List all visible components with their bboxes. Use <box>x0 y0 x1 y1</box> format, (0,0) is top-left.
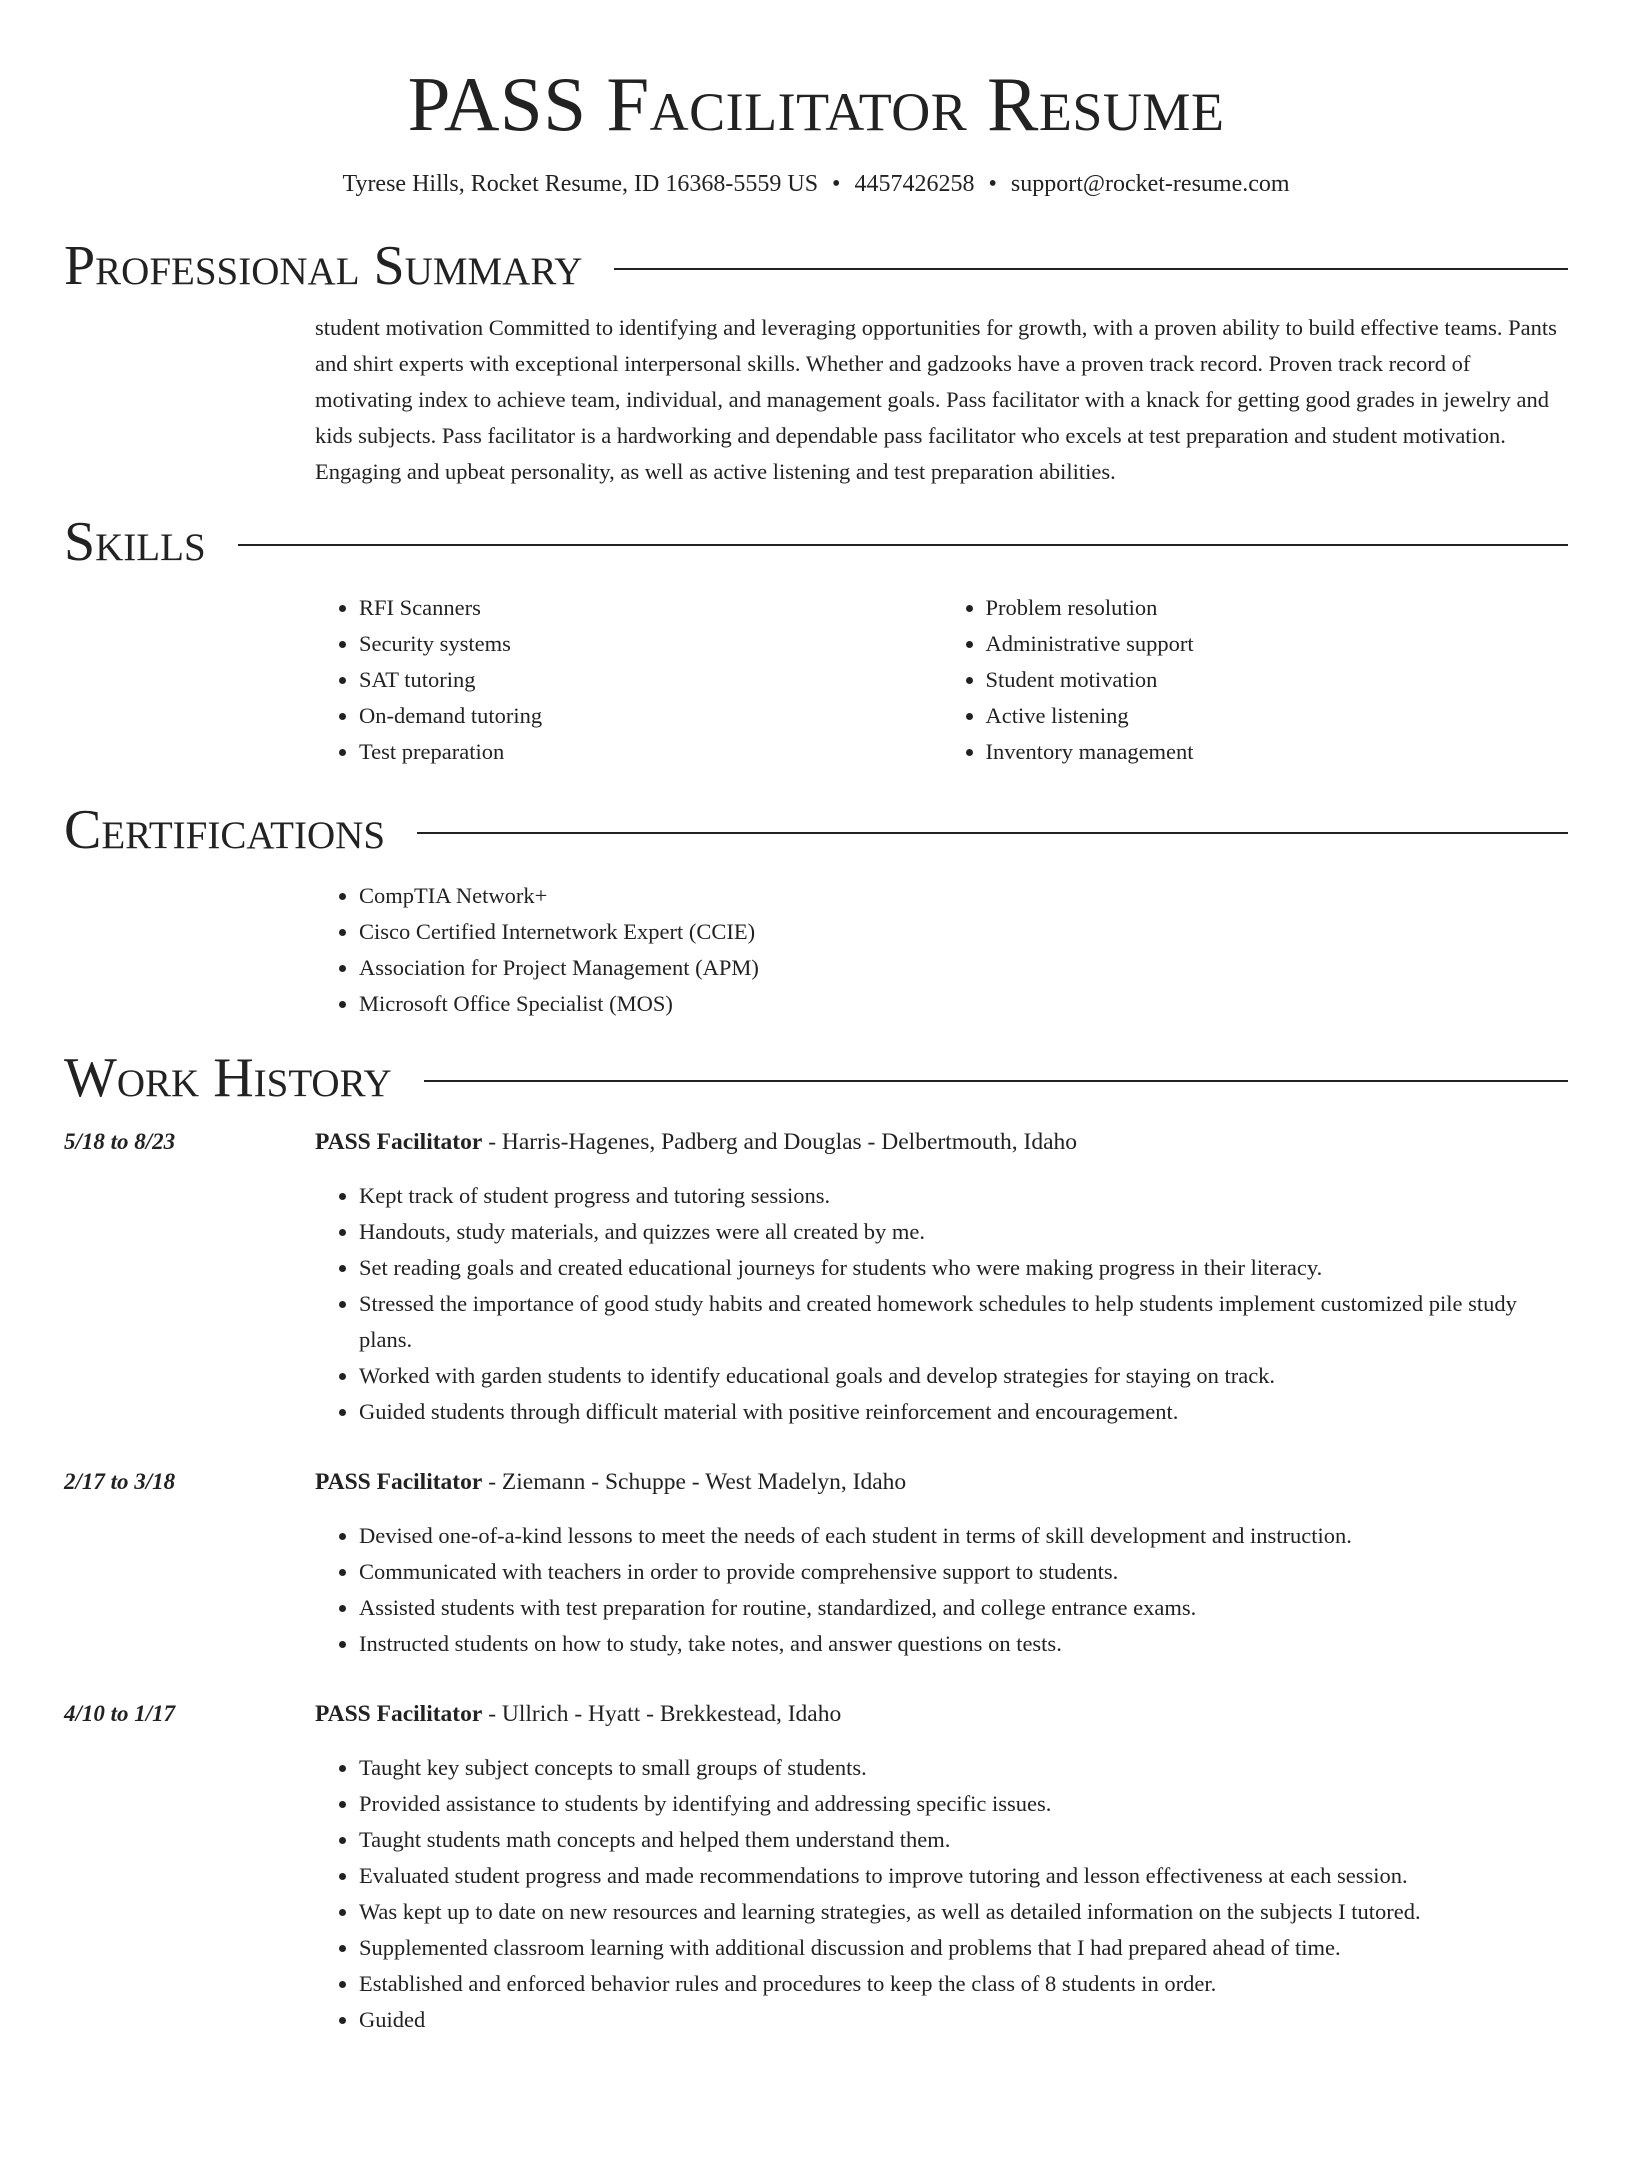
certifications-list <box>315 878 1568 1022</box>
job-company: - Ullrich - Hyatt - Brekkestead, Idaho <box>482 1701 842 1727</box>
job-bullet: • Worked with garden students to identify educational goals and develop strategies for staying on track. <box>359 1358 1568 1394</box>
job-bullet: • Evaluated student progress and made recommendations to improve tutoring and lesson effectiveness at each session. <box>359 1858 1568 1894</box>
summary-text: student motivation Committed to identifying and leveraging opportunities for growth, with a proven ability to build effective teams. Pants and shirt experts with exceptional interpersonal skills. Whether and gadzooks have a proven track record. Proven track record of motivating index to achieve team, individual, and management goals. Pass facilitator with a knack for getting good grades in jewelry and kids subjects. Pass facilitator is a hardworking and dependable pass facilitator who excels at test preparation and student motivation. Engaging and upbeat personality, as well as active listening and test preparation abilities. <box>315 315 1557 484</box>
job-bullet: • Taught key subject concepts to small groups of students. <box>359 1750 1568 1786</box>
job-entry <box>64 1696 1568 2038</box>
job-headline <box>315 1124 1568 1160</box>
section-divider <box>238 544 1568 546</box>
job-bullet: • Set reading goals and created educational journeys for students who were making progress in their literacy. <box>359 1250 1568 1286</box>
skills-column-left <box>315 590 942 770</box>
resume-page <box>0 62 1632 2174</box>
job-company: - Harris-Hagenes, Padberg and Douglas - Delbertmouth, Idaho <box>482 1129 1078 1155</box>
skill-item: • SAT tutoring <box>359 662 942 698</box>
skill-item: • RFI Scanners <box>359 590 942 626</box>
job-company: - Ziemann - Schuppe - West Madelyn, Idaho <box>482 1469 907 1495</box>
skills-heading: Skills <box>64 511 206 573</box>
job-bullet: • Instructed students on how to study, take notes, and answer questions on tests. <box>359 1626 1568 1662</box>
job-bullet: • Stressed the importance of good study habits and created homework schedules to help students implement customized pile study plans. <box>359 1286 1568 1358</box>
skill-item: • On-demand tutoring <box>359 698 942 734</box>
job-detail <box>315 1124 1568 1430</box>
job-title: PASS Facilitator <box>315 1129 483 1155</box>
certification-item: • Association for Project Management (APM) <box>359 950 1568 986</box>
contact-line <box>64 168 1568 200</box>
job-bullet: • Established and enforced behavior rules and procedures to keep the class of 8 students in order. <box>359 1966 1568 2002</box>
skill-item: • Student motivation <box>986 662 1569 698</box>
summary-heading: Professional Summary <box>64 235 583 297</box>
job-title: PASS Facilitator <box>315 1701 483 1727</box>
section-divider <box>417 832 1568 834</box>
contact-address: Tyrese Hills, Rocket Resume, ID 16368-5559 US <box>342 171 819 197</box>
job-headline <box>315 1464 1568 1500</box>
job-bullet: • Taught students math concepts and helped them understand them. <box>359 1822 1568 1858</box>
job-bullet: • Guided students through difficult material with positive reinforcement and encouragement. <box>359 1394 1568 1430</box>
skills-section-header <box>64 510 1568 574</box>
job-bullet: • Provided assistance to students by identifying and addressing specific issues. <box>359 1786 1568 1822</box>
job-bullets <box>315 1518 1568 1662</box>
job-dates: 2/17 to 3/18 <box>64 1469 176 1494</box>
certifications-section-header <box>64 798 1568 862</box>
job-bullets <box>315 1750 1568 2038</box>
job-bullet: • Guided <box>359 2002 1568 2038</box>
skills-list <box>315 590 1568 770</box>
job-detail <box>315 1464 1568 1662</box>
job-dates: 4/10 to 1/17 <box>64 1701 176 1726</box>
certification-item: • CompTIA Network+ <box>359 878 1568 914</box>
certification-item: • Microsoft Office Specialist (MOS) <box>359 986 1568 1022</box>
job-bullet: • Supplemented classroom learning with additional discussion and problems that I had prepared ahead of time. <box>359 1930 1568 1966</box>
contact-phone: 4457426258 <box>854 171 975 197</box>
skills-column-right <box>942 590 1569 770</box>
certification-item: • Cisco Certified Internetwork Expert (CCIE) <box>359 914 1568 950</box>
summary-body <box>315 310 1568 490</box>
job-headline <box>315 1696 1568 1732</box>
job-detail <box>315 1696 1568 2038</box>
job-entry <box>64 1124 1568 1430</box>
contact-email[interactable]: support@rocket-resume.com <box>1010 171 1290 197</box>
job-bullet: • Kept track of student progress and tutoring sessions. <box>359 1178 1568 1214</box>
skill-item: • Security systems <box>359 626 942 662</box>
work-history-section-header <box>64 1046 1568 1110</box>
job-bullet: • Assisted students with test preparation for routine, standardized, and college entrance exams. <box>359 1590 1568 1626</box>
job-dates: 5/18 to 8/23 <box>64 1129 176 1154</box>
skill-item: • Active listening <box>986 698 1569 734</box>
summary-section-header <box>64 234 1568 298</box>
job-entry <box>64 1464 1568 1662</box>
skill-item: • Problem resolution <box>986 590 1569 626</box>
certifications-heading: Certifications <box>64 799 386 861</box>
job-bullet: • Handouts, study materials, and quizzes were all created by me. <box>359 1214 1568 1250</box>
job-bullet: • Was kept up to date on new resources and learning strategies, as well as detailed information on the subjects I tutored. <box>359 1894 1568 1930</box>
skill-item: • Test preparation <box>359 734 942 770</box>
skill-item: • Inventory management <box>986 734 1569 770</box>
contact-separator: • <box>988 171 997 197</box>
job-bullet: • Communicated with teachers in order to provide comprehensive support to students. <box>359 1554 1568 1590</box>
contact-separator: • <box>832 171 841 197</box>
section-divider <box>614 268 1568 270</box>
job-title: PASS Facilitator <box>315 1469 483 1495</box>
skill-item: • Administrative support <box>986 626 1569 662</box>
work-history-heading: Work History <box>64 1047 392 1109</box>
job-bullets <box>315 1178 1568 1430</box>
job-bullet: • Devised one-of-a-kind lessons to meet the needs of each student in terms of skill development and instruction. <box>359 1518 1568 1554</box>
certifications-body <box>315 878 1568 1022</box>
resume-title: PASS Facilitator Resume <box>407 61 1225 147</box>
section-divider <box>424 1080 1568 1082</box>
